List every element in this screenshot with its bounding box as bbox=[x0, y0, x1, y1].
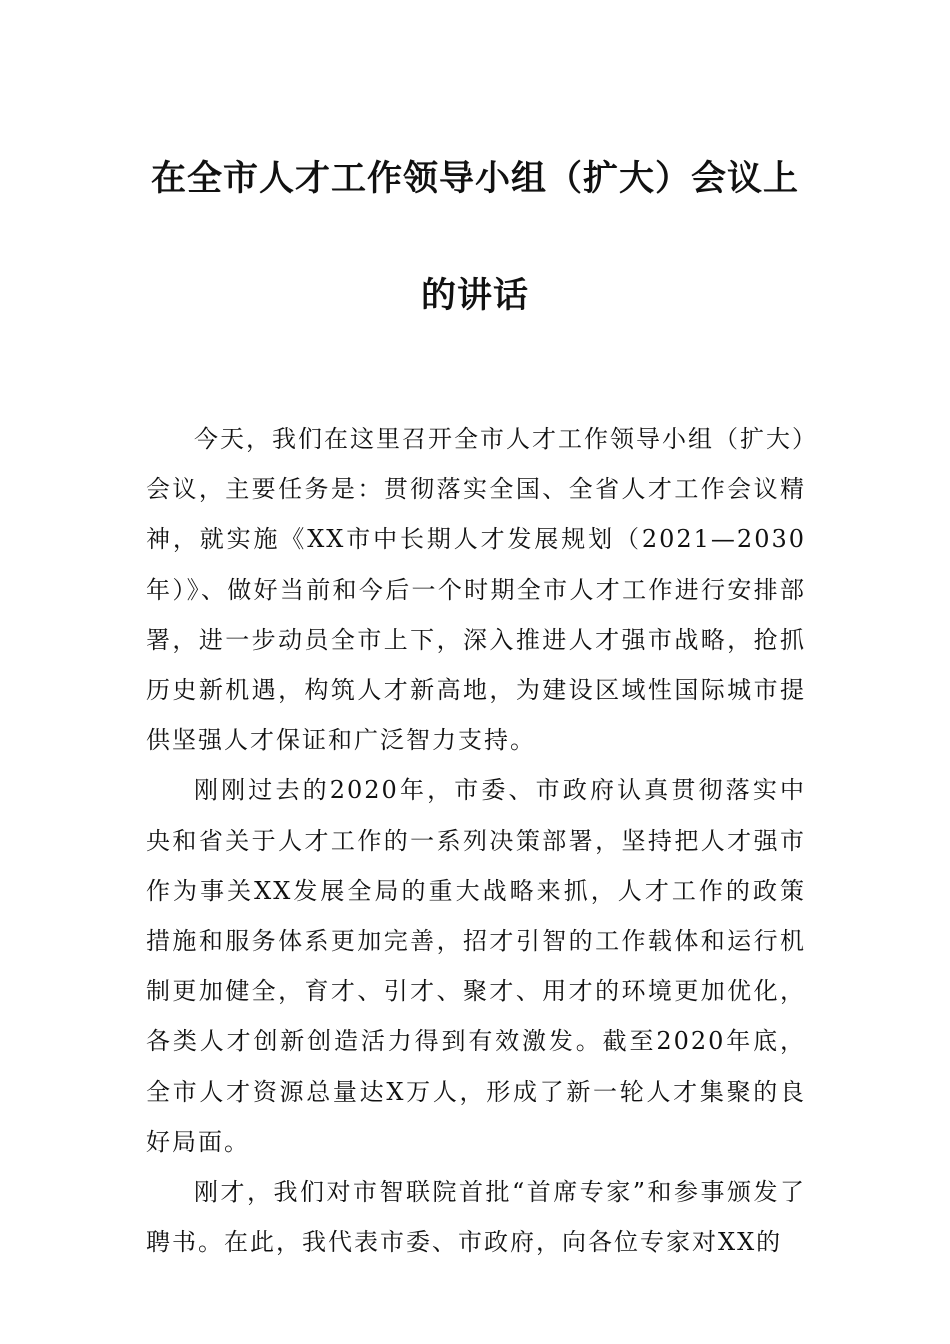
document-title-line-2: 的讲话 bbox=[420, 275, 529, 316]
paragraph-3: 刚才，我们对市智联院首批“首席专家”和参事颁发了聘书。在此，我代表市委、市政府，向各位专家对XX的 bbox=[146, 1178, 806, 1257]
paragraph-2: 刚刚过去的2020年，市委、市政府认真贯彻落实中央和省关于人才工作的一系列决策部署，坚持把人才强市作为事关XX发展全局的重大战略来抓，人才工作的政策措施和服务体系更加完善，招才引智的工作载体和运行机制更加健全，育才、引才、聚才、用才的环境更加优化，各类人才创新创造活力得到有效激发。截至2020年底，全市人才资源总量达X万人，形成了新一轮人才集聚的良好局面。 bbox=[146, 776, 806, 1156]
document-body bbox=[146, 414, 806, 1267]
document-title-line-1: 在全市人才工作领导小组（扩大）会议上 bbox=[150, 158, 799, 199]
paragraph-1: 今天，我们在这里召开全市人才工作领导小组（扩大）会议，主要任务是：贯彻落实全国、全省人才工作会议精神，就实施《XX市中长期人才发展规划（2021—2030年）》、做好当前和今后一个时期全市人才工作进行安排部署，进一步动员全市上下，深入推进人才强市战略，抢抓历史新机遇，构筑人才新高地，为建设区域性国际城市提供坚强人才保证和广泛智力支持。 bbox=[146, 425, 806, 755]
